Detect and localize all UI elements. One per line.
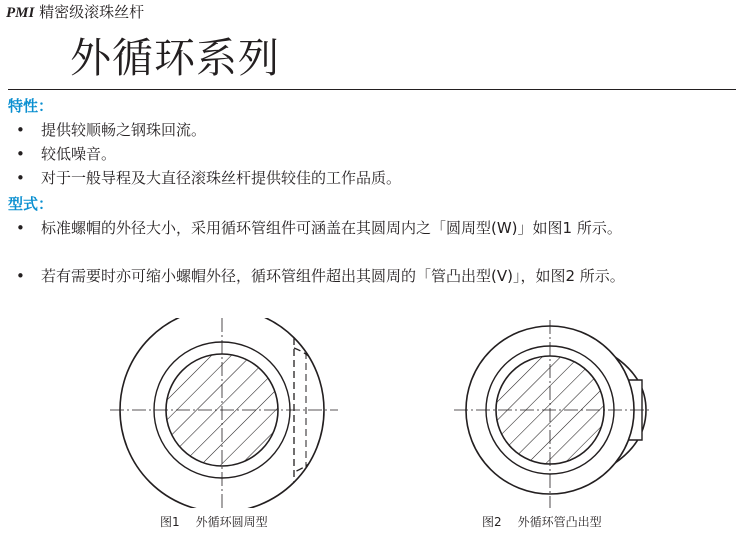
figure-1-caption [160,514,268,530]
title-divider [8,89,736,90]
bullet-icon: • [16,145,25,163]
bullet-icon: • [16,219,25,237]
figure-1-number: 图1 [160,515,180,529]
types-heading: 型式： [8,195,54,213]
feature-item-1: 提供较顺畅之钢珠回流。 [41,121,207,139]
type-item-1: 标准螺帽的外径大小，采用循环管组件可涵盖在其圆周内之「圆周型(W)」如图1 所示。 [41,219,622,237]
features-heading: 特性： [8,97,54,115]
bullet-icon: • [16,267,25,285]
brand-subtitle: 精密级滚珠丝杆 [39,3,145,21]
feature-item-3: 对于一般导程及大直径滚珠丝杆提供较佳的工作品质。 [41,169,402,187]
figure-2-caption [482,514,602,530]
bullet-icon: • [16,121,25,139]
brand-header [6,3,144,22]
figure-2-number: 图2 [482,515,502,529]
figure-1-circumference-type-diagram [110,318,350,508]
figure-2-protruding-tube-diagram [450,320,660,510]
feature-item-2: 较低噪音。 [41,145,117,163]
brand-logo: PMI [6,5,35,21]
bullet-icon: • [16,169,25,187]
figure-1-caption-text: 外循环圆周型 [195,515,268,529]
figure-2-caption-text: 外循环管凸出型 [517,515,602,529]
type-item-2: 若有需要时亦可缩小螺帽外径，循环管组件超出其圆周的「管凸出型(V)」，如图2 所示。 [41,267,625,285]
page-title: 外循环系列 [70,34,280,82]
